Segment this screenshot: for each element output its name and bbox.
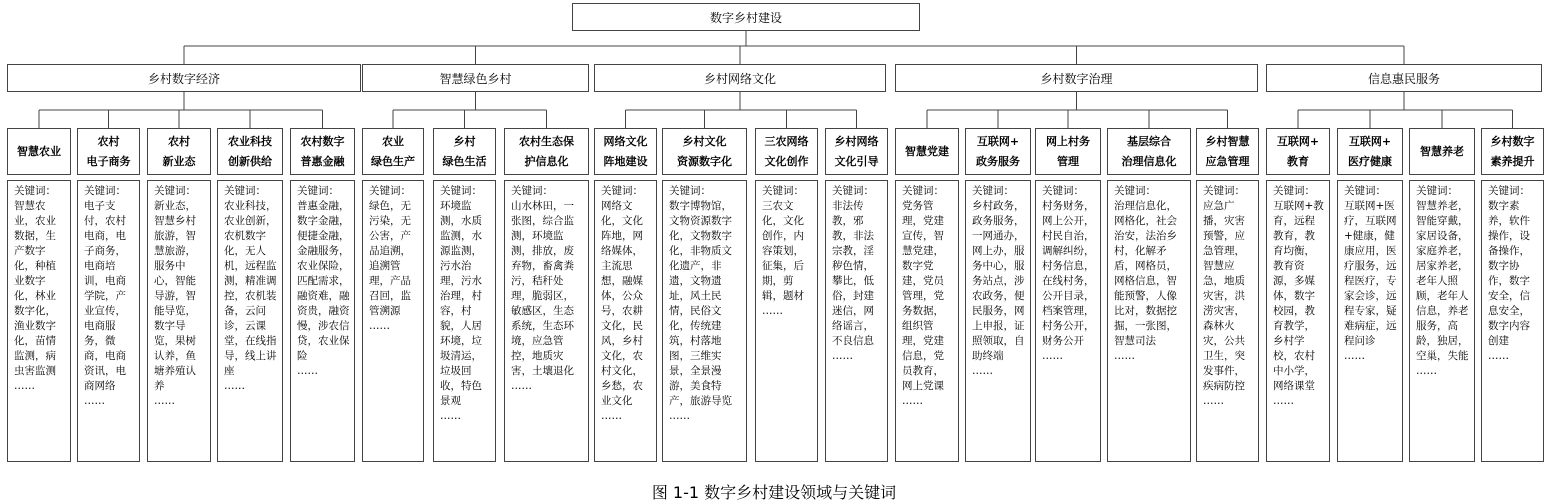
keyword-box: 关键词： 应急广播，灾害预警，应急管理，智慧应急，地质灾害，洪涝灾害，森林火灾，公共卫生，突发事件，疾病防控 ……: [1196, 180, 1259, 462]
keyword-box: 关键词： 乡村政务，政务服务，一网通办，网上办，服务中心，服务站点，涉农政务，便民服务，网上申报，证照领取，自助终端 ……: [965, 180, 1031, 462]
subcategory-node: 智慧农业: [7, 128, 71, 175]
category-node: 乡村数字治理: [895, 64, 1258, 92]
subcategory-node: 农村 新业态: [147, 128, 211, 175]
subcategory-node: 网络文化 阵地建设: [594, 128, 657, 175]
subcategory-node: 农村 电子商务: [77, 128, 140, 175]
subcategory-node: 农村数字 普惠金融: [290, 128, 355, 175]
subcategory-node: 乡村数字 素养提升: [1481, 128, 1544, 175]
subcategory-node: 基层综合 治理信息化: [1107, 128, 1191, 175]
keyword-box: 关键词： 智慧养老，智能穿戴，家居设备，家庭养老，居家养老，老年人照顾，老年人信息，养老服务，高龄，独居，空巢，失能 ……: [1409, 180, 1475, 462]
category-node: 智慧绿色乡村: [362, 64, 589, 92]
keyword-box: 关键词： 互联网+教育，远程教育，教育均衡，教育资源，多媒体，数字校园，教育教学，乡村学校，农村中小学，网络课堂 ……: [1266, 180, 1330, 462]
subcategory-node: 乡村 绿色生活: [433, 128, 496, 175]
keyword-box: 关键词： 数字博物馆，文物资源数字化，文物数字化，非物质文化遗产，非遗，文物遗址，风土民情，民俗文化，传统建筑，村落地图，三维实景，全景漫游，美食特产，旅游导览 ……: [662, 180, 747, 462]
keyword-box: 关键词： 党务管理，党建宣传，智慧党建，数字党建，党员管理，党务数据，组织管理，党建信息，党员教育，网上党课 ……: [895, 180, 959, 462]
keyword-box: 关键词： 普惠金融，数字金融，便捷金融，金融服务，农业保险，匹配需求，融资难，融资贵，融资慢，涉农信贷，农业保险 ……: [290, 180, 355, 462]
keyword-box: 关键词： 治理信息化，网格化，社会治安，法治乡村，化解矛盾，网格员，网格信息，智能预警，人像比对，数据挖掘，一张图，智慧司法 ……: [1107, 180, 1191, 462]
subcategory-node: 网上村务 管理: [1035, 128, 1101, 175]
subcategory-node: 农村生态保 护信息化: [504, 128, 589, 175]
keyword-box: 关键词： 智慧农业，农业数据，生产数字化，种植业数字化，林业数字化，渔业数字化，苗情监测，病虫害监测 ……: [7, 180, 71, 462]
root-node: 数字乡村建设: [572, 3, 920, 31]
keyword-box: 关键词： 新业态，智慧乡村旅游，智慧旅游，服务中心，智能导游，智能导览，数字导览，果树认养，鱼塘养殖认养 ……: [147, 180, 211, 462]
category-node: 乡村网络文化: [594, 64, 886, 92]
subcategory-node: 农业 绿色生产: [362, 128, 424, 175]
keyword-box: 关键词： 山水林田，一张图，综合监测，环境监测，排放，废弃物，畜禽粪污，秸秆处理，脆弱区，敏感区，生态系统，生态环境，应急管控，地质灾害，土壤退化 ……: [504, 180, 589, 462]
keyword-box: 关键词： 三农文化，文化创作，内容策划，征集，后期，剪辑，题材 ……: [755, 180, 818, 462]
subcategory-node: 互联网+ 教育: [1266, 128, 1330, 175]
keyword-box: 关键词： 村务财务，网上公开，村民自治，调解纠纷，村务信息，在线村务，公开目录，档案管理，村务公开，财务公开 ……: [1035, 180, 1101, 462]
keyword-box: 关键词： 绿色，无污染，无公害，产品追溯，追溯管理，产品召回，监管溯源 ……: [362, 180, 424, 462]
subcategory-node: 三农网络 文化创作: [755, 128, 818, 175]
subcategory-node: 乡村文化 资源数字化: [662, 128, 747, 175]
keyword-box: 关键词： 互联网+医疗，互联网+健康，健康应用，医疗服务，远程医疗，专家会诊，远程专家，疑难病症，远程问诊 ……: [1337, 180, 1403, 462]
subcategory-node: 智慧党建: [895, 128, 959, 175]
subcategory-node: 互联网+ 医疗健康: [1337, 128, 1403, 175]
subcategory-node: 互联网+ 政务服务: [965, 128, 1031, 175]
subcategory-node: 乡村智慧 应急管理: [1196, 128, 1259, 175]
subcategory-node: 智慧养老: [1409, 128, 1475, 175]
keyword-box: 关键词： 非法传教，邪教，非法宗教，淫秽色情，攀比，低俗，封建迷信，网络谣言，不良信息 ……: [825, 180, 888, 462]
category-node: 乡村数字经济: [7, 64, 361, 92]
keyword-box: 关键词： 网络文化，文化阵地，网络媒体，主流思想，融媒体，公众号，农耕文化，民风，乡村文化，农村文化，乡愁，农业文化 ……: [594, 180, 657, 462]
subcategory-node: 乡村网络 文化引导: [825, 128, 888, 175]
keyword-box: 关键词： 农业科技，农业创新，农机数字化，无人机，远程监测，精准调控，农机装备，云问诊，云课堂，在线指导，线上讲座 ……: [217, 180, 283, 462]
category-node: 信息惠民服务: [1266, 64, 1542, 92]
keyword-box: 关键词： 数字素养，软件操作，设备操作，数字协作，数字安全，信息安全，数字内容创建 ……: [1481, 180, 1544, 462]
keyword-box: 关键词： 环境监测，水质监测，水源监测，污水治理，污水治理，村容，村貌，人居环境，垃圾清运，垃圾回收，特色景观 ……: [433, 180, 496, 462]
keyword-box: 关键词： 电子支付，农村电商，电子商务，电商培训，电商学院，产业宣传，电商服务，微商，电商资讯，电商网络 ……: [77, 180, 140, 462]
subcategory-node: 农业科技 创新供给: [217, 128, 283, 175]
figure-caption: 图 1-1 数字乡村建设领域与关键词: [651, 483, 897, 502]
